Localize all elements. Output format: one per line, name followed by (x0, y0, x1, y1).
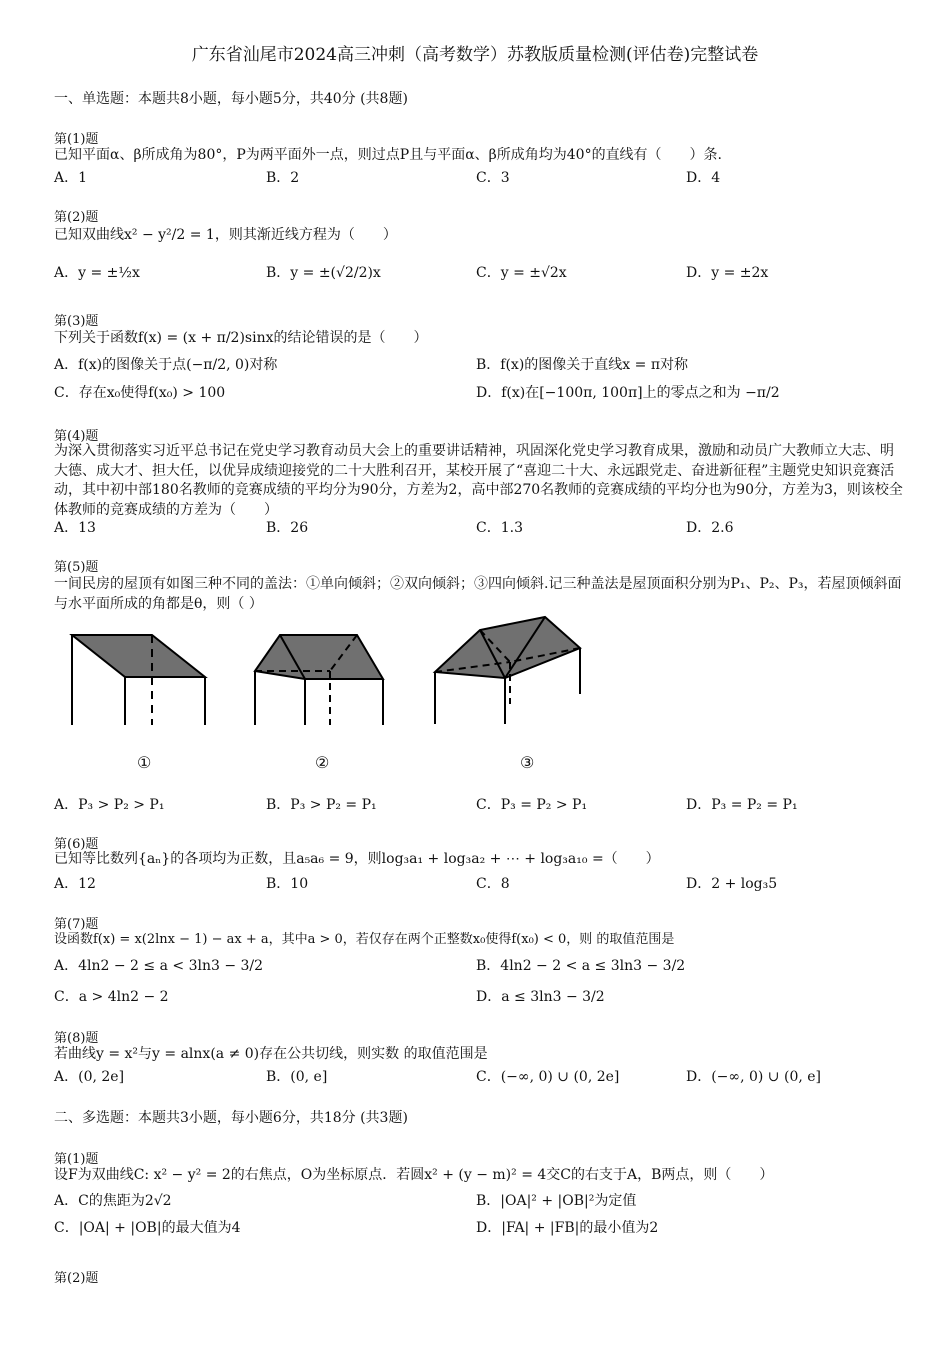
question-number: 第(3)题 (54, 314, 99, 329)
option-d: D．a ≤ 3ln3 − 3/2 (476, 989, 605, 1005)
option-c: C．y = ±√2x (476, 265, 567, 281)
question-stem: 已知平面α、β所成角为80°，P为两平面外一点，则过点P且与平面α、β所成角均为40°的直线有（ ）条. (54, 147, 723, 163)
option-c: C．1.3 (476, 520, 523, 536)
option-b: B．y = ±(√2/2)x (266, 265, 381, 281)
option-b: B．P₃ > P₂ = P₁ (266, 797, 377, 813)
option-a: A．f(x)的图像关于点(−π/2, 0)对称 (54, 357, 278, 373)
option-b: B．26 (266, 520, 309, 536)
option-b: B．4ln2 − 2 < a ≤ 3ln3 − 3/2 (476, 958, 686, 974)
option-b: B．10 (266, 876, 309, 892)
question-stem: 已知等比数列{aₙ}的各项均为正数，且a₅a₆ = 9，则log₃a₁ + log₃a₂ + ⋯ + log₃a₁₀ =（ ） (54, 851, 660, 867)
option-d: D．P₃ = P₂ = P₁ (686, 797, 798, 813)
question-stem: 若曲线y = x²与y = alnx(a ≠ 0)存在公共切线，则实数 的取值范围是 (54, 1046, 488, 1062)
option-d: D．f(x)在[−100π, 100π]上的零点之和为 −π/2 (476, 385, 780, 401)
option-c: C．|OA| + |OB|的最大值为4 (54, 1220, 241, 1236)
question-number: 第(2)题 (54, 210, 99, 225)
option-a: A．12 (54, 876, 96, 892)
figure-label: ① (137, 753, 152, 772)
question-stem: 设F为双曲线C: x² − y² = 2的右焦点，O为坐标原点．若圆x² + (y − m)² = 4交C的右支于A，B两点，则（ ） (54, 1167, 774, 1183)
question-stem: 为深入贯彻落实习近平总书记在党史学习教育动员大会上的重要讲话精神，巩固深化党史学习教育成果，激励和动员广大教师立大志、明大德、成大才、担大任，以优异成绩迎接党的二十大胜利召开，某校开展了“喜迎二十大、永远跟党走、奋进新征程”主题党史知识竞赛活动，其中初中部180名教师的竞赛成绩的平均分为90分，方差为2，高中部270名教师的竞赛成绩的平均分也为90分，方差为3，则该校全体教师的竞赛成绩的方差为（ ） (54, 443, 903, 518)
question-number: 第(6)题 (54, 837, 99, 852)
option-c: C．8 (476, 876, 510, 892)
question-stem: 已知双曲线x² − y²/2 = 1，则其渐近线方程为（ ） (54, 227, 397, 243)
figure-label: ③ (520, 753, 535, 772)
roof-four-slope-figure (425, 612, 590, 730)
option-d: D．y = ±2x (686, 265, 769, 281)
option-d: D．2 + log₃5 (686, 876, 778, 892)
option-d: D．(−∞, 0) ∪ (0, e] (686, 1069, 821, 1085)
option-c: C．(−∞, 0) ∪ (0, 2e] (476, 1069, 620, 1085)
option-a: A．13 (54, 520, 96, 536)
option-a: A．4ln2 − 2 ≤ a < 3ln3 − 3/2 (54, 958, 264, 974)
option-a: A．(0, 2e] (54, 1069, 125, 1085)
option-a: A．y = ±½x (54, 265, 140, 281)
question-stem: 设函数f(x) = x(2lnx − 1) − ax + a，其中a > 0，若仅存在两个正整数x₀使得f(x₀) < 0，则 的取值范围是 (54, 932, 675, 947)
section-heading-single-choice: 一、单选题：本题共8小题，每小题5分，共40分 (共8题) (54, 91, 408, 107)
option-b: B．f(x)的图像关于直线x = π对称 (476, 357, 689, 373)
option-c: C．存在x₀使得f(x₀) > 100 (54, 385, 226, 401)
question-number: 第(2)题 (54, 1271, 99, 1286)
option-c: C．3 (476, 170, 510, 186)
option-a: A．1 (54, 170, 88, 186)
option-b: B．|OA|² + |OB|²为定值 (476, 1193, 637, 1209)
question-number: 第(5)题 (54, 560, 99, 575)
option-c: C．P₃ = P₂ > P₁ (476, 797, 588, 813)
question-stem: 下列关于函数f(x) = (x + π/2)sinx的结论错误的是（ ） (54, 330, 428, 346)
question-number: 第(7)题 (54, 917, 99, 932)
option-a: A．C的焦距为2√2 (54, 1193, 172, 1209)
option-a: A．P₃ > P₂ > P₁ (54, 797, 165, 813)
question-number: 第(1)题 (54, 132, 99, 147)
figure-label: ② (315, 753, 330, 772)
question-number: 第(1)题 (54, 1152, 99, 1167)
roof-double-slope-figure (245, 625, 395, 730)
roof-single-slope-figure (60, 625, 220, 730)
option-d: D．2.6 (686, 520, 734, 536)
question-stem: 一间民房的屋顶有如图三种不同的盖法：①单向倾斜；②双向倾斜；③四向倾斜.记三种盖法是屋顶面积分别为P₁、P₂、P₃，若屋顶倾斜面与水平面所成的角都是θ，则（ ） (54, 576, 902, 612)
section-heading-multiple-choice: 二、多选题：本题共3小题，每小题6分，共18分 (共3题) (54, 1110, 408, 1126)
option-c: C．a > 4ln2 − 2 (54, 989, 169, 1005)
page-title: 广东省汕尾市2024高三冲刺（高考数学）苏教版质量检测(评估卷)完整试卷 (191, 45, 759, 65)
option-b: B．(0, e] (266, 1069, 328, 1085)
question-number: 第(4)题 (54, 429, 99, 444)
option-d: D．4 (686, 170, 721, 186)
option-b: B．2 (266, 170, 300, 186)
option-d: D．|FA| + |FB|的最小值为2 (476, 1220, 659, 1236)
question-number: 第(8)题 (54, 1031, 99, 1046)
